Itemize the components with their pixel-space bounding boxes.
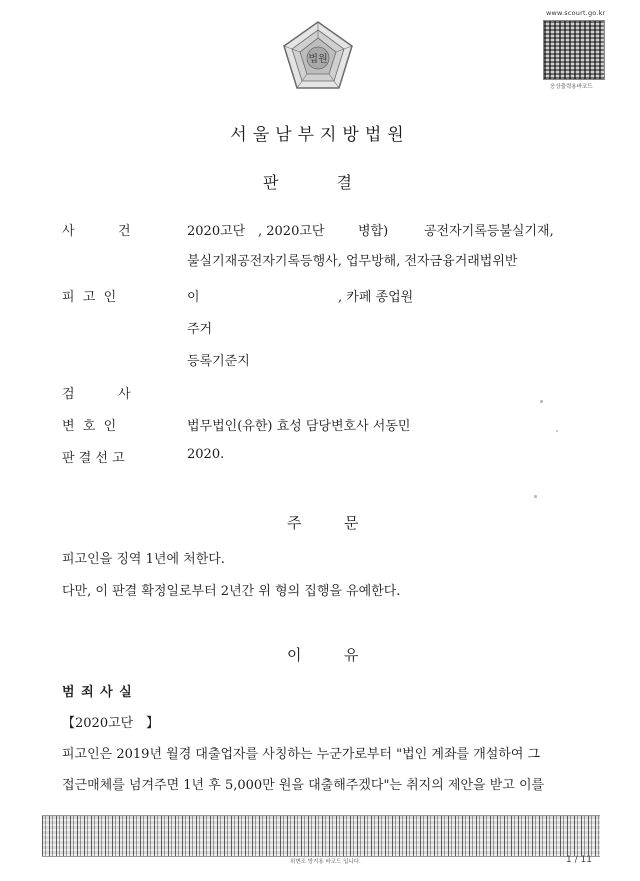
case-label-2: 건: [118, 224, 131, 239]
prosecutor-label-2: 사: [118, 387, 131, 402]
emblem-text: 법원: [308, 54, 328, 65]
order-heading-2: 문: [344, 514, 359, 532]
document-title: [263, 170, 354, 193]
prosecutor-label: 검: [62, 387, 75, 402]
registered-domicile-label: 등록기준지: [187, 354, 250, 369]
reason-heading-1: 이: [287, 646, 302, 664]
scan-speck: [534, 495, 537, 498]
defendant-label: 피 고 인: [62, 290, 117, 305]
document-title-part-2: 결: [336, 173, 354, 192]
page-number: 1 / 11: [566, 855, 592, 865]
qr-code-icon: [543, 20, 605, 80]
order-line-2: 다만, 이 판결 확정일로부터 2년간 위 형의 집행을 유예한다.: [62, 584, 401, 599]
case-reference-open: 【2020고단: [62, 716, 134, 731]
facts-heading: 범 죄 사 실: [62, 685, 133, 700]
case-number-1: 2020고단: [187, 224, 246, 239]
scan-speck: [556, 430, 558, 432]
counsel-label: 변 호 인: [62, 419, 117, 434]
case-number-2: , 2020고단: [258, 224, 325, 239]
case-charge-1: 공전자기록등불실기재,: [424, 224, 554, 239]
order-heading-1: 주: [287, 514, 302, 532]
defendant-occupation: , 카페 종업원: [338, 290, 414, 305]
verdict-date-label: 판 결 선 고: [62, 451, 125, 466]
facts-paragraph-line-1: 피고인은 2019년 월경 대출업자를 사칭하는 누군가로부터 "법인 계좌를 개설하여 그: [62, 747, 541, 762]
counsel-value: 법무법인(유한) 효성 담당변호사 서동민: [187, 419, 411, 434]
court-emblem-icon: [278, 18, 358, 98]
case-reference-close: 】: [146, 716, 160, 731]
case-charge-2: 불실기재공전자기록등행사, 업무방해, 전자금융거래법위반: [187, 254, 518, 269]
court-url: www.scourt.go.kr: [546, 9, 606, 17]
case-merged: 병합): [358, 224, 389, 239]
facts-paragraph-line-2: 접근매체를 넘겨주면 1년 후 5,000만 원을 대출해주겠다"는 취지의 제안을 받고 이를: [62, 778, 545, 793]
anti-forgery-barcode-icon: [42, 815, 600, 857]
court-name: 서울남부지방법원: [230, 125, 410, 145]
case-label: 사: [62, 224, 75, 239]
qr-caption: 응상출력용바코드: [550, 84, 593, 90]
defendant-name: 이: [187, 290, 200, 305]
reason-heading-2: 유: [344, 646, 359, 664]
scan-speck: [540, 400, 543, 403]
barcode-caption: 위변조 방지용 바코드 입니다.: [290, 859, 361, 865]
order-line-1: 피고인을 징역 1년에 처한다.: [62, 552, 225, 567]
document-title-part-1: 판: [263, 173, 281, 192]
verdict-date-value: 2020.: [187, 447, 225, 462]
address-label: 주거: [187, 322, 213, 337]
